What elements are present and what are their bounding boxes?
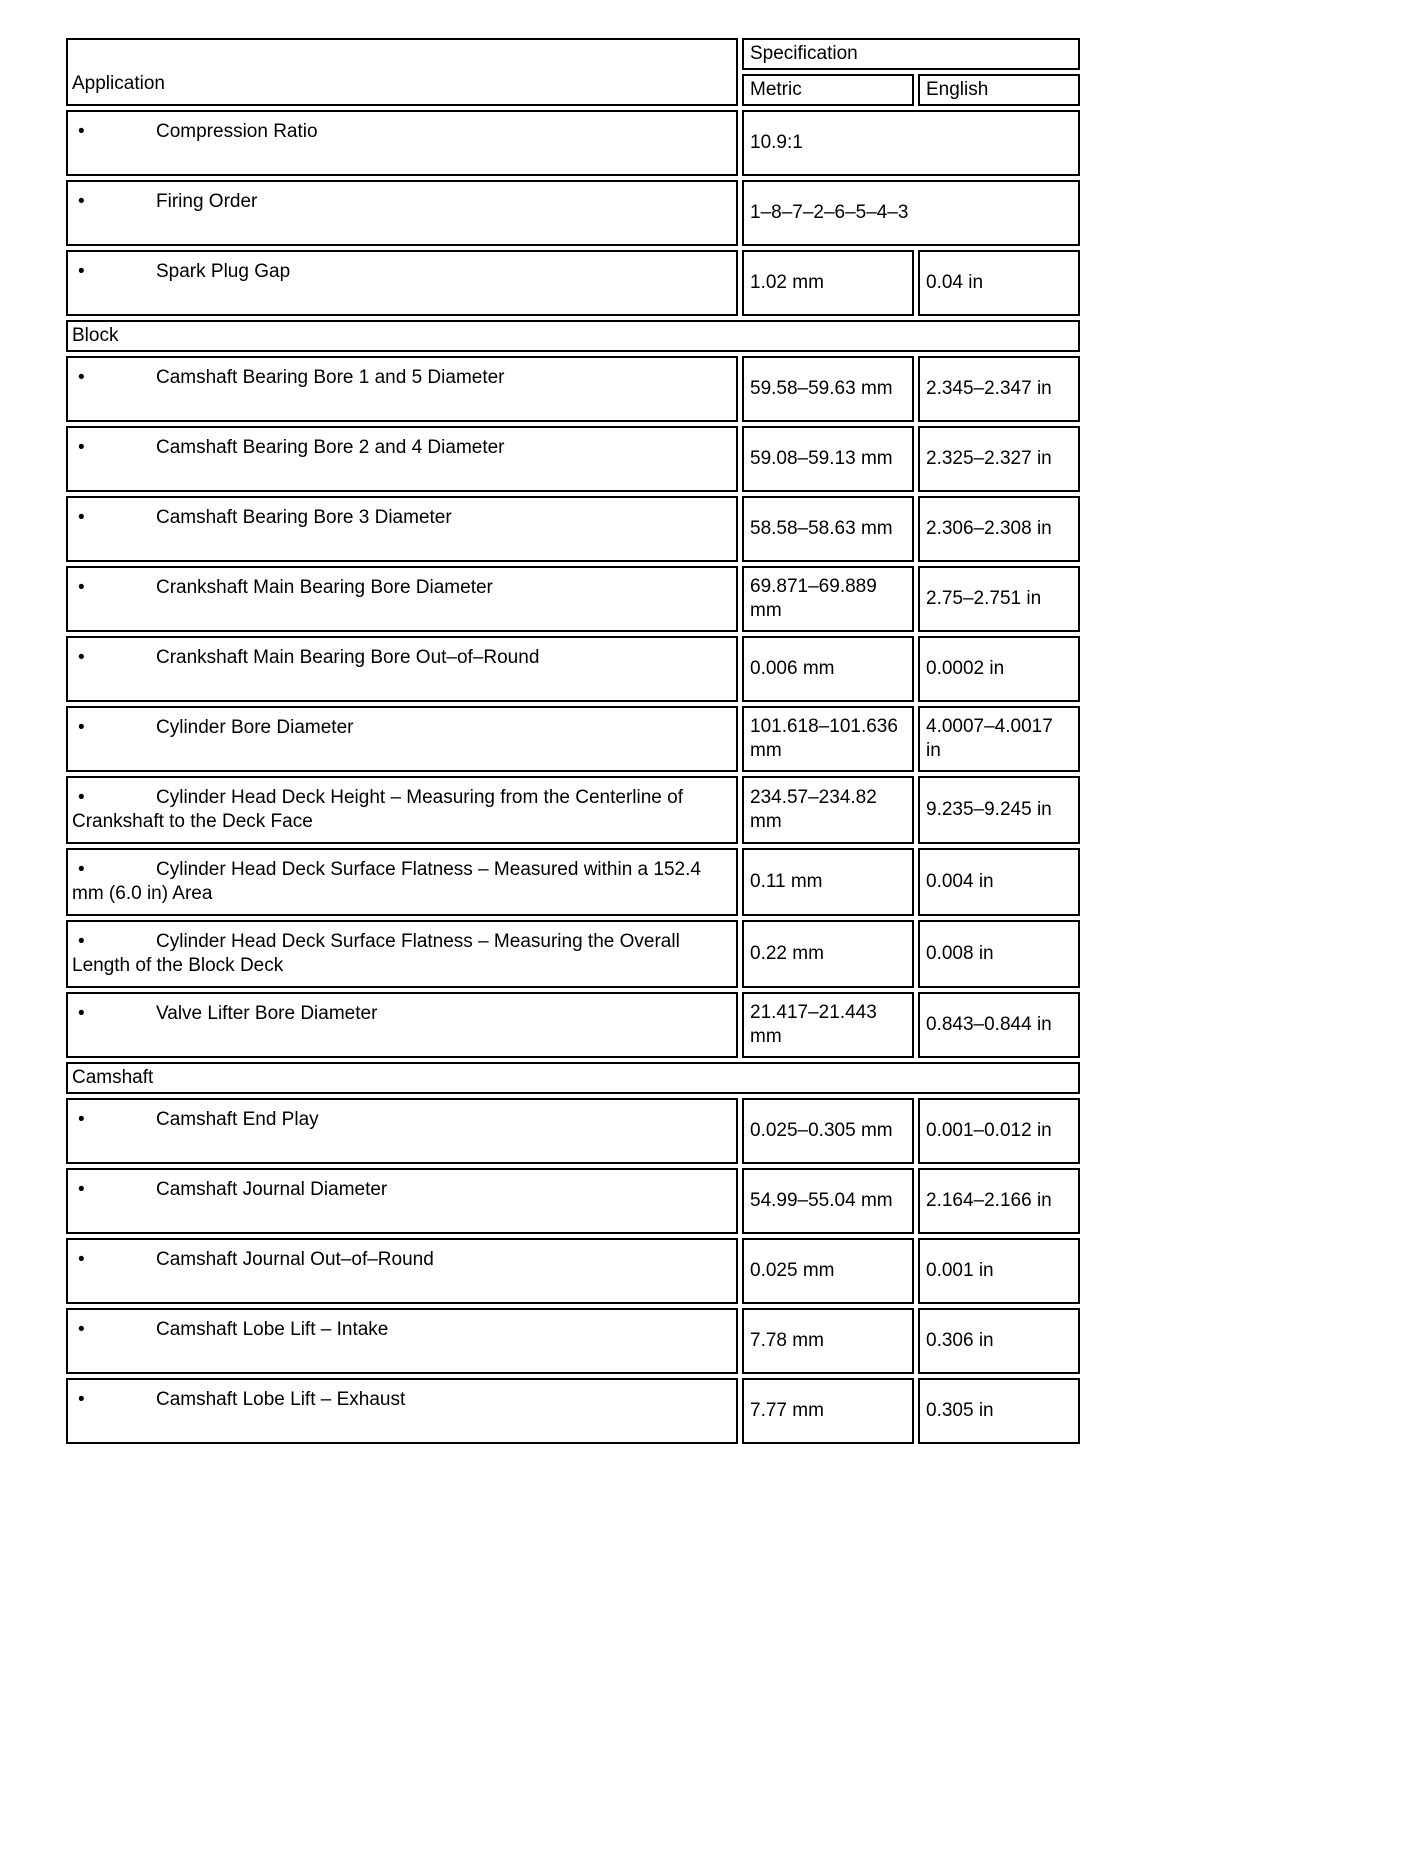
english-value: 0.305 in: [918, 1378, 1080, 1444]
bullet-icon: •: [78, 1249, 85, 1270]
bullet-icon: •: [78, 367, 85, 388]
spec-row: [66, 566, 1080, 632]
metric-value: 69.871–69.889 mm: [742, 566, 914, 632]
spec-row: [66, 110, 1080, 176]
english-value: 0.001 in: [918, 1238, 1080, 1304]
application-cell: [66, 636, 738, 702]
metric-value: 234.57–234.82 mm: [742, 776, 914, 844]
spec-table-body: [66, 110, 1080, 1444]
english-value: 0.306 in: [918, 1308, 1080, 1374]
application-cell: [66, 180, 738, 246]
header-row-specification: [66, 38, 1080, 70]
application-label: Camshaft Bearing Bore 2 and 4 Diameter: [156, 437, 505, 458]
metric-value: 0.006 mm: [742, 636, 914, 702]
application-cell: [66, 920, 738, 988]
application-cell: [66, 1238, 738, 1304]
english-value: 2.164–2.166 in: [918, 1168, 1080, 1234]
metric-value: 58.58–58.63 mm: [742, 496, 914, 562]
spec-row: [66, 1308, 1080, 1374]
metric-value: 0.22 mm: [742, 920, 914, 988]
application-label: Camshaft Bearing Bore 3 Diameter: [156, 507, 452, 528]
engine-specifications-table: [62, 34, 1084, 1448]
metric-value: 10.9:1: [742, 110, 1080, 176]
bullet-icon: •: [78, 121, 85, 142]
spec-row: [66, 706, 1080, 772]
bullet-icon: •: [78, 1179, 85, 1200]
application-cell: [66, 496, 738, 562]
english-value: 2.345–2.347 in: [918, 356, 1080, 422]
spec-row: [66, 636, 1080, 702]
section-label: Camshaft: [66, 1062, 1080, 1094]
english-value: 2.75–2.751 in: [918, 566, 1080, 632]
bullet-icon: •: [78, 1109, 85, 1130]
english-value: 9.235–9.245 in: [918, 776, 1080, 844]
metric-value: 1–8–7–2–6–5–4–3: [742, 180, 1080, 246]
metric-value: 54.99–55.04 mm: [742, 1168, 914, 1234]
application-cell: [66, 848, 738, 916]
application-cell: [66, 250, 738, 316]
application-cell: [66, 1168, 738, 1234]
metric-value: 21.417–21.443 mm: [742, 992, 914, 1058]
spec-row: [66, 992, 1080, 1058]
metric-value: 59.08–59.13 mm: [742, 426, 914, 492]
english-value: 0.008 in: [918, 920, 1080, 988]
bullet-icon: •: [78, 437, 85, 458]
application-label: Camshaft End Play: [156, 1109, 319, 1130]
metric-value: 0.025–0.305 mm: [742, 1098, 914, 1164]
english-value: 0.04 in: [918, 250, 1080, 316]
spec-row: [66, 1168, 1080, 1234]
application-cell: [66, 356, 738, 422]
spec-row: [66, 776, 1080, 844]
bullet-icon: •: [78, 577, 85, 598]
application-cell: [66, 706, 738, 772]
section-row: [66, 1062, 1080, 1094]
section-row: [66, 320, 1080, 352]
application-cell: [66, 566, 738, 632]
english-value: 0.001–0.012 in: [918, 1098, 1080, 1164]
application-label: Cylinder Head Deck Surface Flatness – Measured within a 152.4 mm (6.0 in) Area: [72, 859, 701, 904]
spec-row: [66, 848, 1080, 916]
application-cell: [66, 426, 738, 492]
application-cell: [66, 1308, 738, 1374]
bullet-icon: •: [78, 647, 85, 668]
specification-column-header: Specification: [742, 38, 1080, 70]
spec-row: [66, 250, 1080, 316]
spec-row: [66, 1238, 1080, 1304]
bullet-icon: •: [78, 1003, 85, 1024]
application-label: Cylinder Bore Diameter: [156, 717, 354, 738]
metric-value: 1.02 mm: [742, 250, 914, 316]
spec-row: [66, 920, 1080, 988]
spec-row: [66, 356, 1080, 422]
spec-row: [66, 1098, 1080, 1164]
spec-row: [66, 426, 1080, 492]
application-label: Camshaft Journal Out–of–Round: [156, 1249, 434, 1270]
application-cell: [66, 1098, 738, 1164]
application-column-header: Application: [66, 38, 738, 106]
bullet-icon: •: [78, 787, 85, 808]
section-label: Block: [66, 320, 1080, 352]
metric-value: 59.58–59.63 mm: [742, 356, 914, 422]
bullet-icon: •: [78, 261, 85, 282]
english-value: 2.306–2.308 in: [918, 496, 1080, 562]
application-label: Spark Plug Gap: [156, 261, 291, 282]
metric-value: 7.78 mm: [742, 1308, 914, 1374]
english-value: 0.0002 in: [918, 636, 1080, 702]
application-cell: [66, 110, 738, 176]
metric-value: 7.77 mm: [742, 1378, 914, 1444]
application-label: Camshaft Lobe Lift – Intake: [156, 1319, 389, 1340]
english-column-header: English: [918, 74, 1080, 106]
bullet-icon: •: [78, 717, 85, 738]
english-value: 4.0007–4.0017 in: [918, 706, 1080, 772]
bullet-icon: •: [78, 1389, 85, 1410]
application-label: Camshaft Lobe Lift – Exhaust: [156, 1389, 406, 1410]
metric-value: 101.618–101.636 mm: [742, 706, 914, 772]
spec-table-header: [66, 38, 1080, 106]
spec-row: [66, 180, 1080, 246]
application-cell: [66, 776, 738, 844]
application-label: Valve Lifter Bore Diameter: [156, 1003, 378, 1024]
application-label: Firing Order: [156, 191, 258, 212]
application-cell: [66, 1378, 738, 1444]
application-label: Crankshaft Main Bearing Bore Diameter: [156, 577, 493, 598]
application-cell: [66, 992, 738, 1058]
application-label: Camshaft Bearing Bore 1 and 5 Diameter: [156, 367, 505, 388]
application-label: Crankshaft Main Bearing Bore Out–of–Round: [156, 647, 540, 668]
metric-column-header: Metric: [742, 74, 914, 106]
english-value: 2.325–2.327 in: [918, 426, 1080, 492]
bullet-icon: •: [78, 859, 85, 880]
metric-value: 0.11 mm: [742, 848, 914, 916]
application-label: Cylinder Head Deck Surface Flatness – Measuring the Overall Length of the Block Deck: [72, 931, 680, 976]
bullet-icon: •: [78, 507, 85, 528]
metric-value: 0.025 mm: [742, 1238, 914, 1304]
application-label: Cylinder Head Deck Height – Measuring from the Centerline of Crankshaft to the Deck Face: [72, 787, 683, 832]
english-value: 0.843–0.844 in: [918, 992, 1080, 1058]
application-label: Camshaft Journal Diameter: [156, 1179, 388, 1200]
application-label: Compression Ratio: [156, 121, 318, 142]
bullet-icon: •: [78, 1319, 85, 1340]
bullet-icon: •: [78, 931, 85, 952]
spec-row: [66, 1378, 1080, 1444]
bullet-icon: •: [78, 191, 85, 212]
spec-row: [66, 496, 1080, 562]
english-value: 0.004 in: [918, 848, 1080, 916]
